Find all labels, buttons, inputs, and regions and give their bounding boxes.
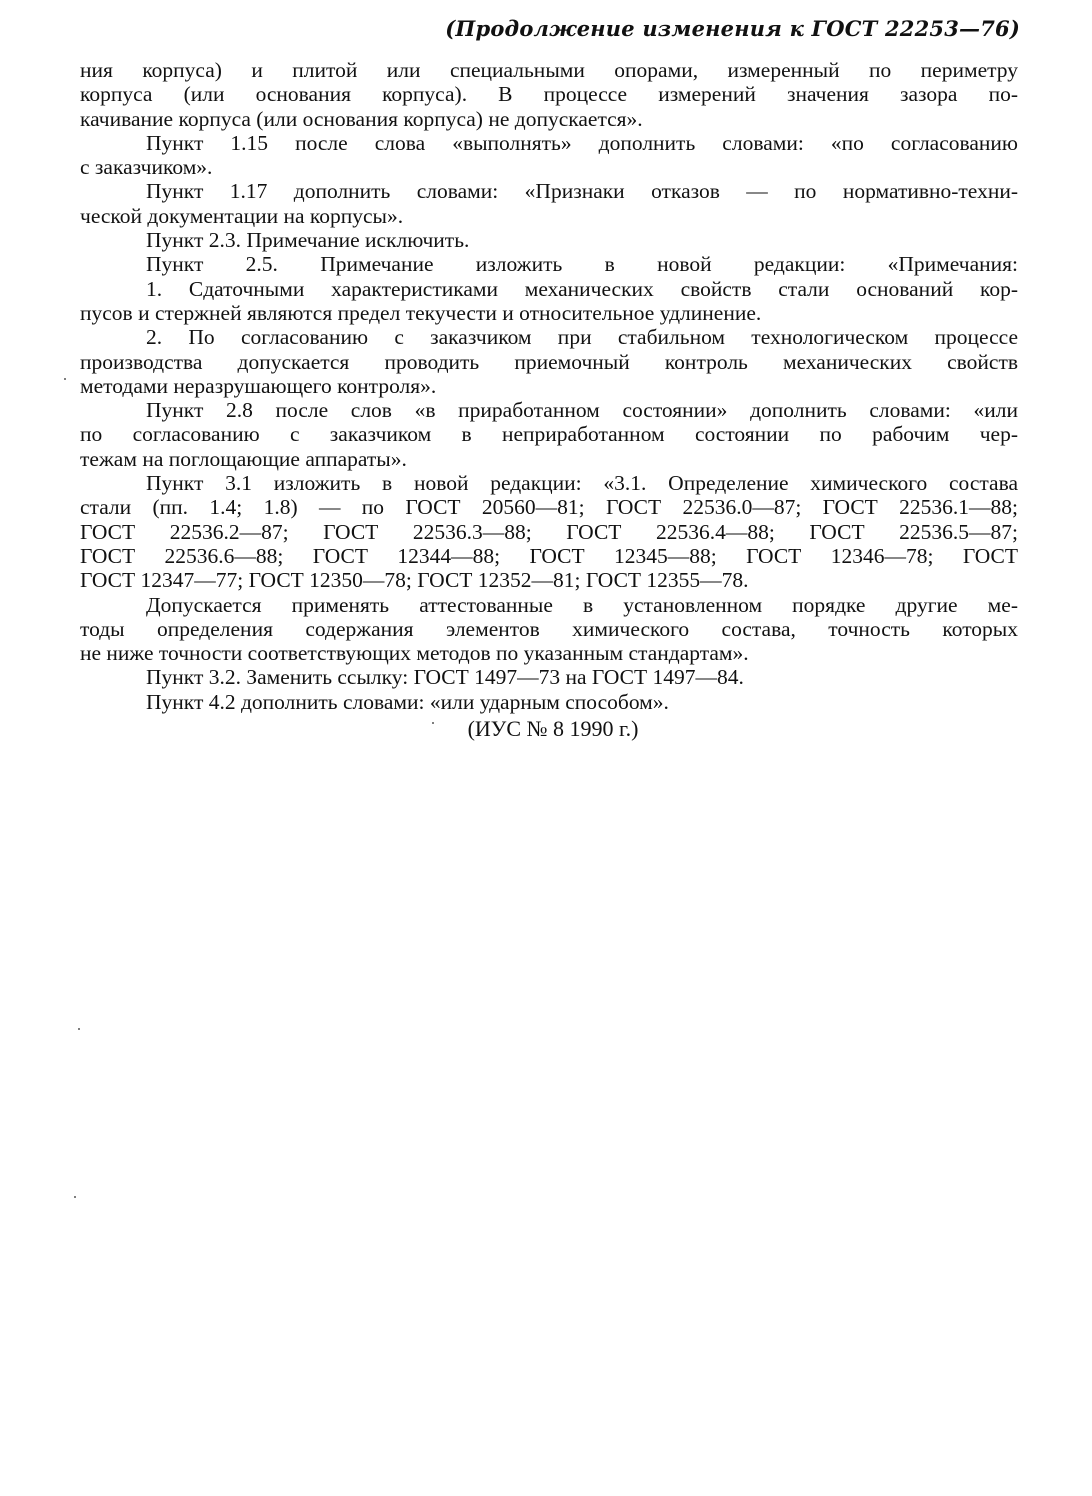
text-line: Пункт 4.2 дополнить словами: «или ударным способом». [146,689,669,714]
text-line: ГОСТ 12347—77; ГОСТ 12350—78; ГОСТ 12352—81; ГОСТ 12355—78. [80,568,749,593]
text-line: ния корпуса) и плитой или специальными опорами, измеренный по периметру [80,58,1018,82]
text-line: Пункт 2.3. Примечание исключить. [146,228,470,253]
text-line: пусов и стержней являются предел текучести и относительное удлинение. [80,300,762,325]
text-line: корпуса (или основания корпуса). В процессе измерений значения зазора по- [80,82,1018,107]
source-citation-text: (ИУС № 8 1990 г.) [467,716,639,741]
text-line: Пункт 3.1 изложить в новой редакции: «3.1. Определение химического состава [146,471,1018,496]
source-citation [0,716,1092,742]
text-line: Пункт 3.2. Заменить ссылку: ГОСТ 1497—73 на ГОСТ 1497—84. [146,665,744,690]
text-line: Пункт 1.15 после слова «выполнять» дополнить словами: «по согласованию [146,130,1018,155]
text-line: тежам на поглощающие аппараты». [80,446,407,471]
text-line: Пункт 2.5. Примечание изложить в новой редакции: «Примечания: [146,252,1018,277]
text-line: ГОСТ 22536.2—87; ГОСТ 22536.3—88; ГОСТ 22536.4—88; ГОСТ 22536.5—87; [80,519,1018,544]
text-line: производства допускается проводить приемочный контроль механических свойств [80,349,1018,374]
text-line: стали (пп. 1.4; 1.8) — по ГОСТ 20560—81; ГОСТ 22536.0—87; ГОСТ 22536.1—88; [80,495,1018,520]
text-line: не ниже точности соответствующих методов по указанным стандартам». [80,641,749,666]
text-line: с заказчиком». [80,155,213,180]
text-line: Пункт 1.17 дополнить словами: «Признаки отказов — по нормативно-техни- [146,179,1018,204]
scan-speck [74,1196,76,1198]
text-line: Пункт 2.8 после слов «в приработанном состоянии» дополнить словами: «или [146,398,1018,423]
text-line: 1. Сдаточными характеристиками механических свойств стали оснований кор- [146,276,1018,301]
text-line: методами неразрушающего контроля». [80,373,437,398]
scan-speck [432,722,434,724]
text-line: тоды определения содержания элементов химического состава, точность которых [80,616,1018,641]
text-line: 2. По согласованию с заказчиком при стабильном технологическом процессе [146,325,1018,350]
text-line: ческой документации на корпусы». [80,203,404,228]
document-body [80,58,1018,714]
scan-speck [78,1028,80,1030]
scan-speck [64,378,66,380]
text-line: по согласованию с заказчиком в неприработанном состоянии по рабочим чер- [80,422,1018,447]
text-line: ГОСТ 22536.6—88; ГОСТ 12344—88; ГОСТ 12345—88; ГОСТ 12346—78; ГОСТ [80,543,1018,568]
page-header: (Продолжение изменения к ГОСТ 22253—76) [445,16,1020,41]
text-line: качивание корпуса (или основания корпуса) не допускается». [80,106,643,131]
text-line: Допускается применять аттестованные в установленном порядке другие ме- [146,592,1018,617]
